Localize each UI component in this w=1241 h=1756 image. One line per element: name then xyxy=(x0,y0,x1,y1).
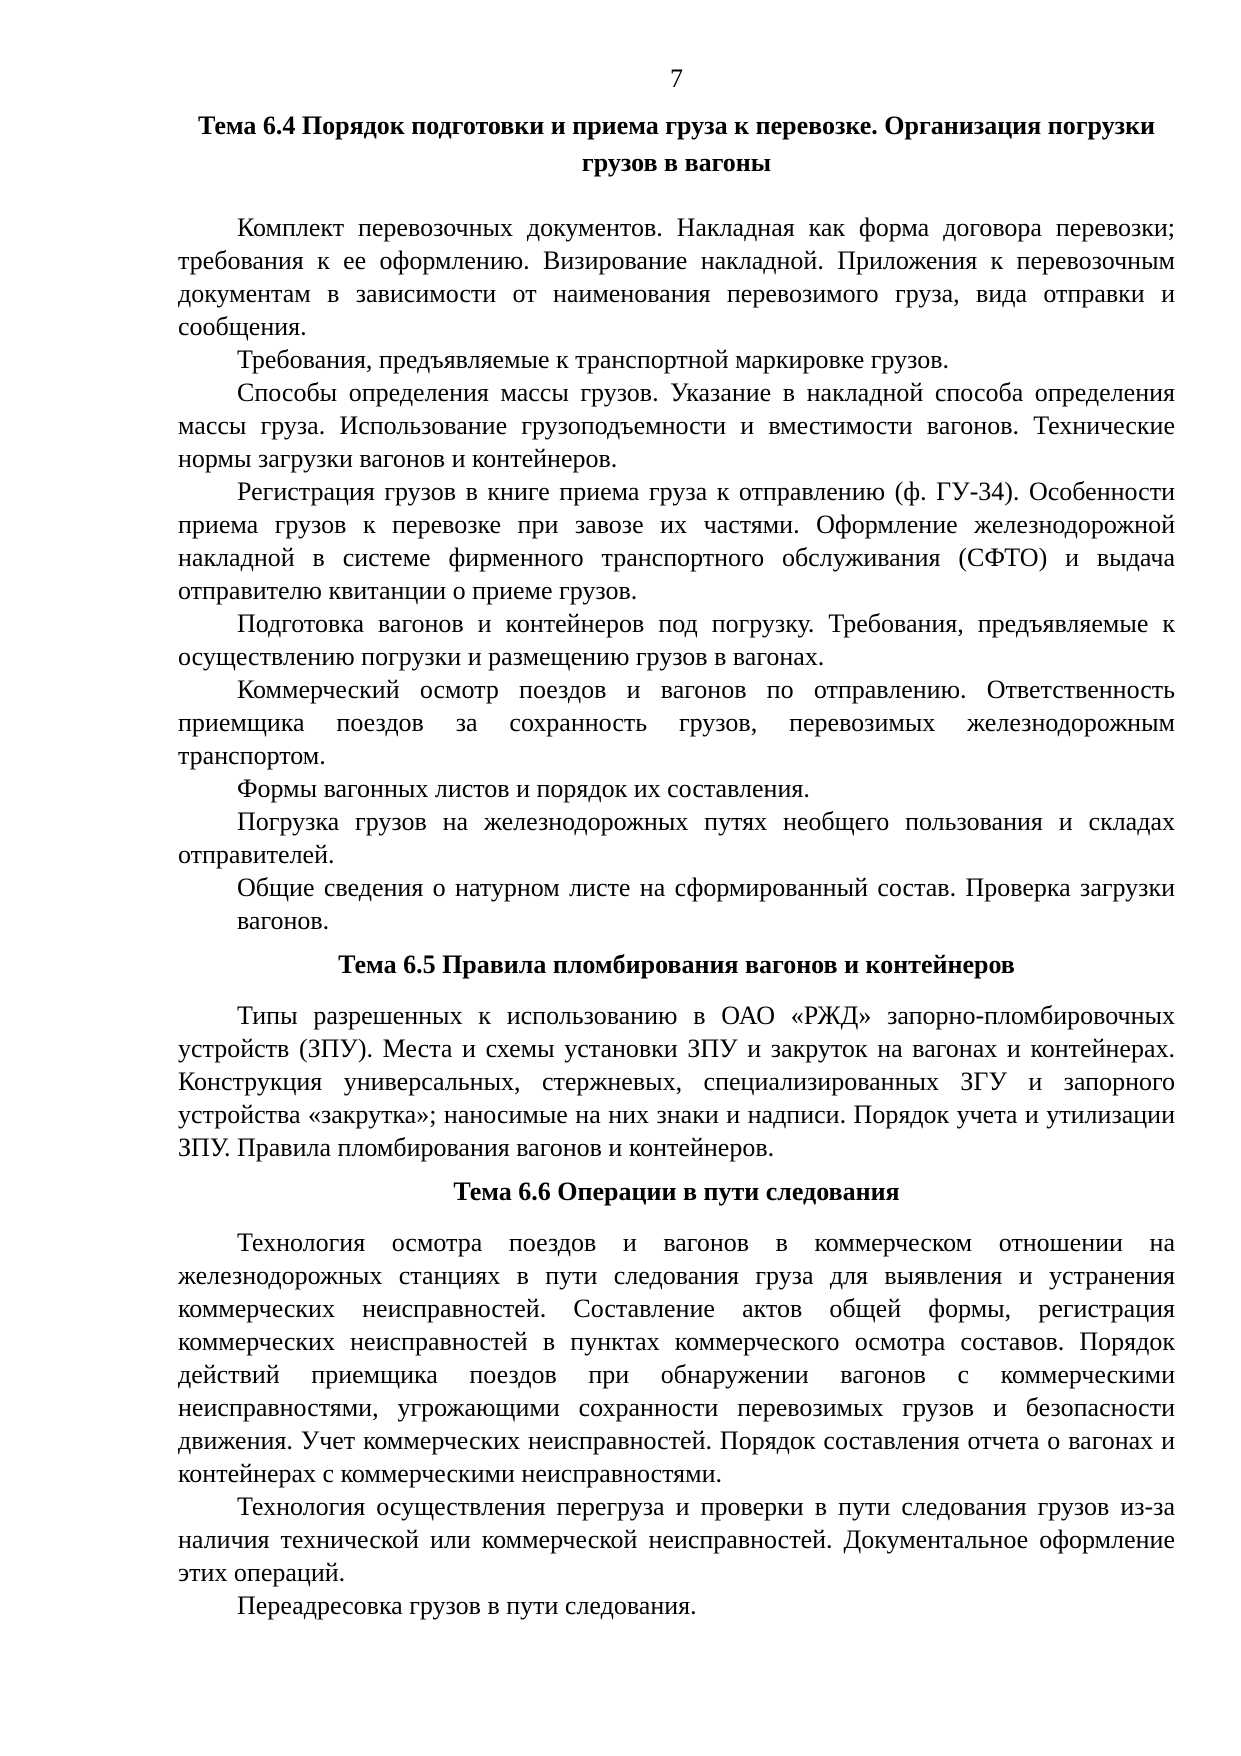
paragraph: Коммерческий осмотр поездов и вагонов по отправлению. Ответственность приемщика поездов за сохранность грузов, перевозимых железнодорожным транспортом. xyxy=(178,675,1175,770)
paragraph: Требования, предъявляемые к транспортной маркировке грузов. xyxy=(237,345,949,374)
tema-6-5-title: Тема 6.5 Правила пломбирования вагонов и контейнеров xyxy=(338,950,1015,979)
paragraph: Регистрация грузов в книге приема груза к отправлению (ф. ГУ-34). Особенности приема грузов к перевозке при завозе их частями. Оформление железнодорожной накладной в системе фирменного транспортного обслуживания (СФТО) и выдача отправителю квитанции о приеме грузов. xyxy=(178,477,1175,605)
paragraph: Типы разрешенных к использованию в ОАО «РЖД» запорно-пломбировочных устройств (ЗПУ). Места и схемы установки ЗПУ и закруток на вагонах и контейнерах. Конструкция универсальных, стержневых, специализированных ЗГУ и запорного устройства «закрутка»; наносимые на них знаки и надписи. Порядок учета и утилизации ЗПУ. Правила пломбирования вагонов и контейнеров. xyxy=(178,1001,1175,1162)
paragraph: Погрузка грузов на железнодорожных путях необщего пользования и складах отправителей. xyxy=(178,807,1175,869)
tema-6-6-title: Тема 6.6 Операции в пути следования xyxy=(453,1177,900,1206)
paragraph: Технология осмотра поездов и вагонов в коммерческом отношении на железнодорожных станциях в пути следования груза для выявления и устранения коммерческих неисправностей. Составление актов общей формы, регистрация коммерческих неисправностей в пунктах коммерческого осмотра составов. Порядок действий приемщика поездов при обнаружении вагонов с коммерческими неисправностями, угрожающими сохранности перевозимых грузов и безопасности движения. Учет коммерческих неисправностей. Порядок составления отчета о вагонах и контейнерах с коммерческими неисправностями. xyxy=(178,1228,1175,1488)
tema-6-4-title: Тема 6.4 Порядок подготовки и приема груза к перевозке. Организация погрузки грузов в вагоны xyxy=(197,111,1156,177)
paragraph: Технология осуществления перегруза и проверки в пути следования грузов из-за наличия технической или коммерческой неисправностей. Документальное оформление этих операций. xyxy=(178,1492,1175,1587)
paragraph: Подготовка вагонов и контейнеров под погрузку. Требования, предъявляемые к осуществлению погрузки и размещению грузов в вагонах. xyxy=(178,609,1175,671)
paragraph: Общие сведения о натурном листе на сформированный состав. Проверка загрузки вагонов. xyxy=(237,873,1175,935)
paragraph: Способы определения массы грузов. Указание в накладной способа определения массы груза. Использование грузоподъемности и вместимости вагонов. Технические нормы загрузки вагонов и контейнеров. xyxy=(178,378,1175,473)
paragraph: Переадресовка грузов в пути следования. xyxy=(237,1591,697,1620)
paragraph: Комплект перевозочных документов. Накладная как форма договора перевозки; требования к ее оформлению. Визирование накладной. Приложения к перевозочным документам в зависимости от наименования перевозимого груза, вида отправки и сообщения. xyxy=(178,213,1175,341)
page-number: 7 xyxy=(670,64,683,93)
paragraph: Формы вагонных листов и порядок их составления. xyxy=(237,774,810,803)
